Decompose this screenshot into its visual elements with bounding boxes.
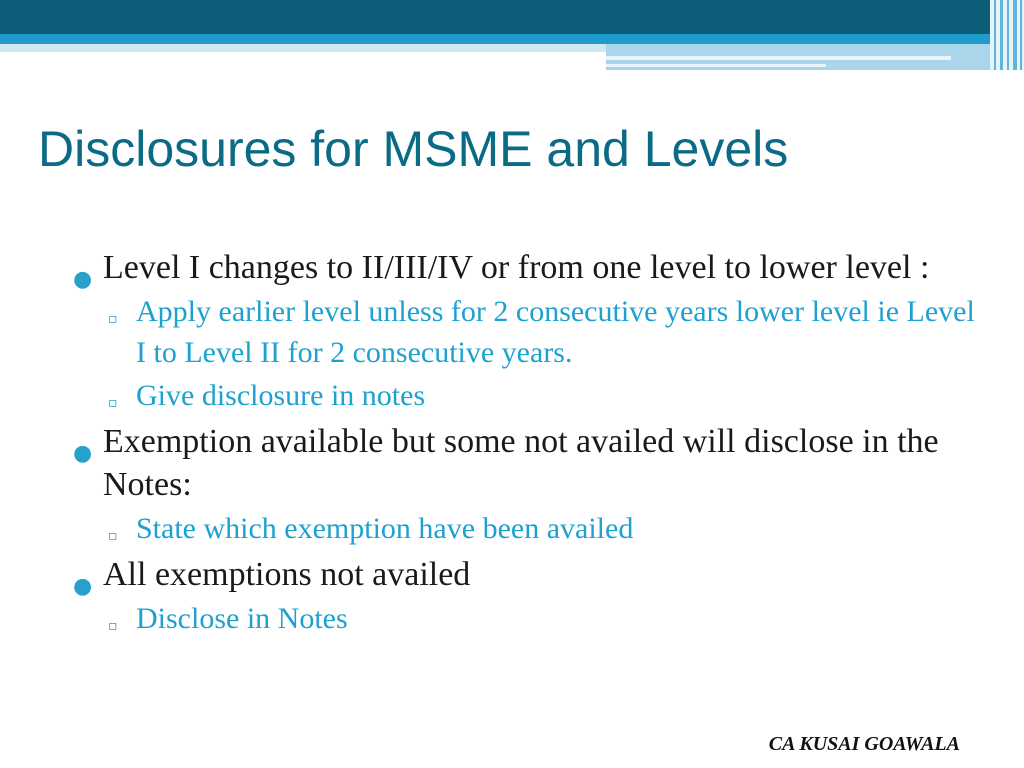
filled-circle-bullet-icon: ●: [73, 574, 93, 599]
header-band-light: [0, 44, 606, 52]
sub-bullet-text: Give disclosure in notes: [136, 379, 426, 412]
hollow-square-bullet-icon: ▫: [108, 618, 118, 634]
bullet-item: [70, 420, 980, 506]
bullet-text: All exemptions not availed: [103, 556, 471, 593]
hollow-square-bullet-icon: ▫: [108, 311, 118, 327]
sub-bullet-item: [70, 508, 980, 549]
header-stripe: [1013, 0, 1017, 70]
hollow-square-bullet-icon: ▫: [108, 395, 118, 411]
header-band-dark: [0, 0, 1024, 34]
sub-bullet-item: [70, 375, 980, 416]
header-band-right-line-2: [606, 64, 826, 67]
bullet-text: Level I changes to II/III/IV or from one level to lower level :: [103, 249, 930, 286]
sub-bullet-text: Disclose in Notes: [136, 602, 348, 635]
bullet-text: Exemption available but some not availed will disclose in the Notes:: [103, 423, 939, 503]
filled-circle-bullet-icon: ●: [73, 441, 93, 466]
filled-circle-bullet-icon: ●: [73, 267, 93, 292]
header-stripe: [994, 0, 996, 70]
bullet-item: [70, 553, 980, 599]
sub-bullet-text: Apply earlier level unless for 2 consecutive years lower level ie Level I to Level II for 2 consecutive years.: [136, 295, 975, 369]
hollow-square-bullet-icon: ▫: [108, 528, 118, 544]
header-band-accent: [0, 34, 1024, 44]
sub-bullet-text: State which exemption have been availed: [136, 512, 634, 545]
header-band-right-line: [606, 56, 951, 60]
header-stripe: [1020, 0, 1022, 70]
slide-content: [70, 246, 980, 639]
header-stripe: [1007, 0, 1009, 70]
sub-bullet-item: [70, 598, 980, 639]
sub-bullet-item: [70, 291, 980, 373]
slide-title: Disclosures for MSME and Levels: [38, 121, 789, 177]
presenter-footer: CA KUSAI GOAWALA: [768, 733, 960, 755]
bullet-item: [70, 246, 980, 292]
header-stripe: [1000, 0, 1003, 70]
